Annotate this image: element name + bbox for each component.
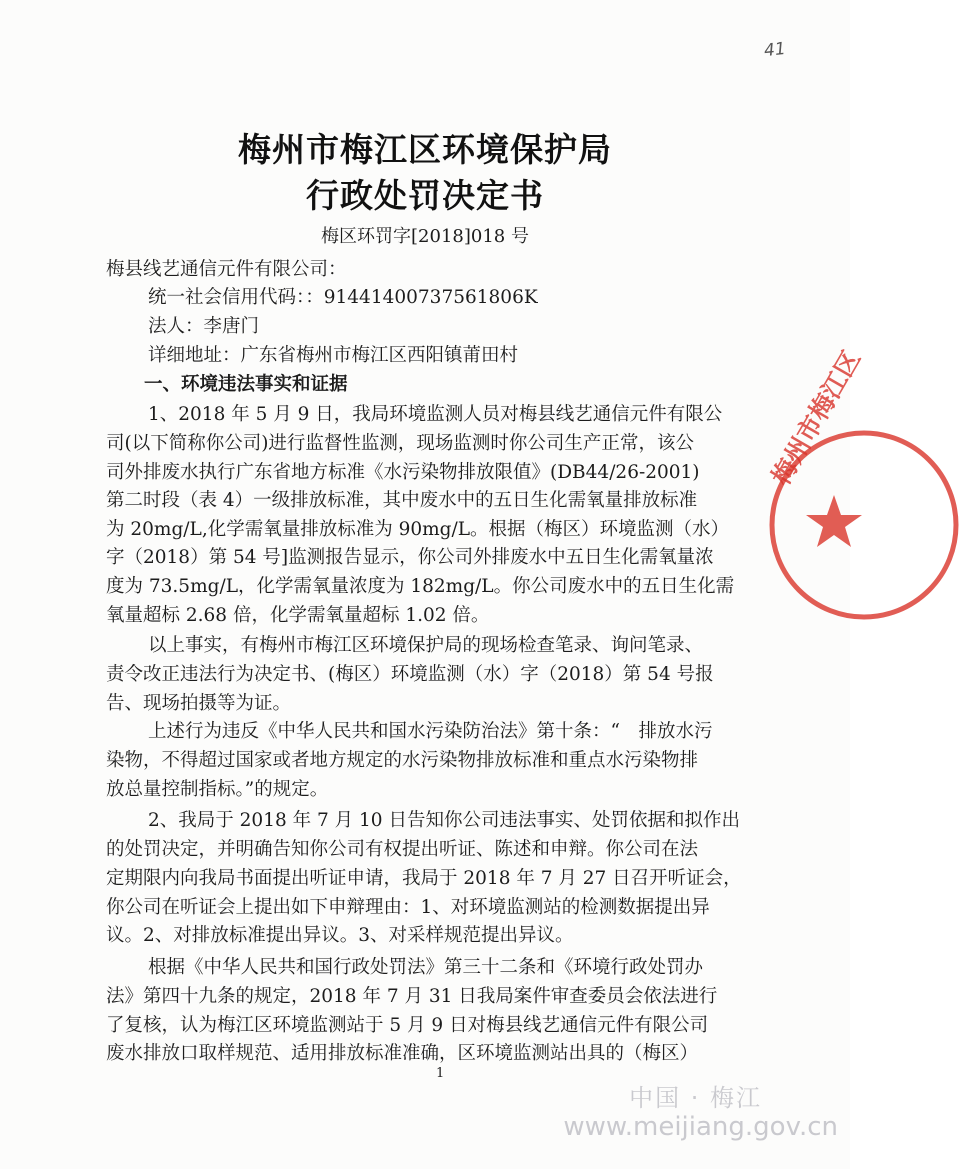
legal-person-line: 法人：李唐门 bbox=[148, 316, 260, 337]
body-line: 以上事实，有梅州市梅江区环境保护局的现场检查笔录、询问笔录、 bbox=[148, 635, 704, 656]
body-line: 定期限内向我局书面提出听证申请，我局于 2018 年 7 月 27 日召开听证会， bbox=[106, 868, 742, 889]
page-number: 1 bbox=[436, 1066, 445, 1081]
recipient-line: 梅县线艺通信元件有限公司： bbox=[106, 259, 347, 280]
body-line: 1、2018 年 5 月 9 日，我局环境监测人员对梅县线艺通信元件有限公 bbox=[148, 404, 723, 425]
body-line: 责令改正违法行为决定书、(梅区）环境监测（水）字（2018）第 54 号报 bbox=[106, 664, 714, 685]
document-number: 梅区环罚字[2018]018 号 bbox=[321, 226, 529, 247]
body-line: 司(以下简称你公司)进行监督性监测，现场监测时你公司生产正常，该公 bbox=[106, 433, 694, 454]
body-line: 告、现场拍摄等为证。 bbox=[106, 693, 292, 714]
body-line: 放总量控制指标。”的规定。 bbox=[106, 779, 329, 800]
watermark-line1: 中国 · 梅江 bbox=[629, 1084, 762, 1112]
seal-text: 梅州市梅江区 bbox=[766, 345, 867, 490]
body-line: 为 20mg/L,化学需氧量排放标准为 90mg/L。根据（梅区）环境监测（水） bbox=[106, 519, 730, 540]
body-line: 你公司在听证会上提出如下申辩理由：1、对环境监测站的检测数据提出异 bbox=[106, 897, 710, 918]
body-line: 第二时段（表 4）一级排放标准，其中废水中的五日生化需氧量排放标准 bbox=[106, 490, 698, 511]
body-line: 度为 73.5mg/L，化学需氧量浓度为 182mg/L。你公司废水中的五日生化需 bbox=[106, 576, 735, 597]
body-line: 字（2018）第 54 号]监测报告显示，你公司外排废水中五日生化需氧量浓 bbox=[106, 547, 714, 568]
body-line: 议。2、对排放标准提出异议。3、对采样规范提出异议。 bbox=[106, 925, 574, 946]
handwritten-page-mark: 41 bbox=[763, 38, 787, 62]
body-line: 根据《中华人民共和国行政处罚法》第三十二条和《环境行政处罚办 bbox=[148, 957, 704, 978]
document-title-line2: 行政处罚决定书 bbox=[306, 176, 544, 215]
official-seal-stamp bbox=[764, 345, 964, 625]
body-line: 废水排放口取样规范、适用排放标准准确，区环境监测站出具的（梅区） bbox=[106, 1043, 699, 1064]
credit-code-line: 统一社会信用代码：：91441400737561806K bbox=[148, 287, 538, 308]
document-title-line1: 梅州市梅江区环境保护局 bbox=[238, 130, 612, 169]
section-heading: 一、环境违法事实和证据 bbox=[144, 374, 348, 395]
body-line: 法》第四十九条的规定，2018 年 7 月 31 日我局案件审查委员会依法进行 bbox=[106, 986, 718, 1007]
watermark-url: www.meijiang.gov.cn bbox=[563, 1112, 838, 1142]
body-line: 了复核，认为梅江区环境监测站于 5 月 9 日对梅县线艺通信元件有限公司 bbox=[106, 1015, 709, 1036]
body-line: 司外排废水执行广东省地方标准《水污染物排放限值》(DB44/26-2001) bbox=[106, 462, 700, 483]
body-line: 2、我局于 2018 年 7 月 10 日告知你公司违法事实、处罚依据和拟作出 bbox=[148, 810, 740, 831]
body-line: 的处罚决定，并明确告知你公司有权提出听证、陈述和申辩。你公司在法 bbox=[106, 839, 699, 860]
address-line: 详细地址：广东省梅州市梅江区西阳镇莆田村 bbox=[148, 345, 519, 366]
body-line: 氧量超标 2.68 倍，化学需氧量超标 1.02 倍。 bbox=[106, 605, 490, 626]
body-line: 上述行为违反《中华人民共和国水污染防治法》第十条：“ 排放水污 bbox=[148, 721, 713, 742]
body-line: 染物，不得超过国家或者地方规定的水污染物排放标准和重点水污染物排 bbox=[106, 750, 699, 771]
